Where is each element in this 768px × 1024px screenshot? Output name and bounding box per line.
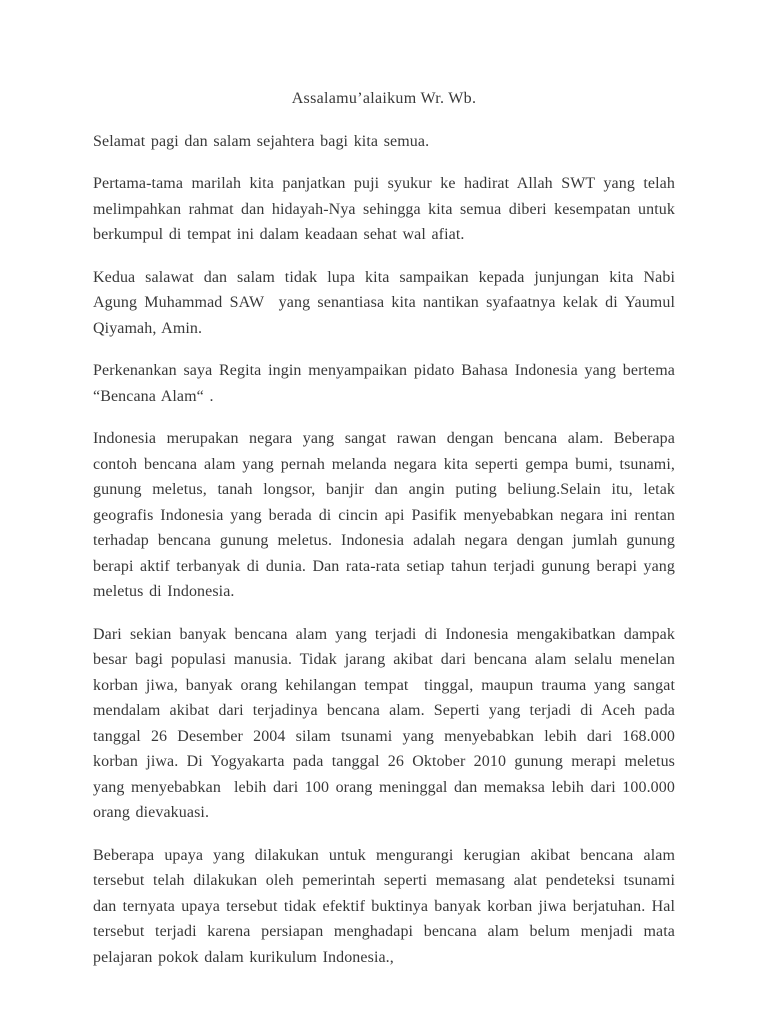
paragraph: Dari sekian banyak bencana alam yang terjadi di Indonesia mengakibatkan dampak besar bagi populasi manusia. Tidak jarang akibat dari bencana alam selalu menelan korban jiwa, banyak orang kehilangan tempat tinggal, maupun trauma yang sangat mendalam akibat dari terjadinya bencana alam. Seperti yang terjadi di Aceh pada tanggal 26 Desember 2004 silam tsunami yang menyebabkan lebih dari 168.000 korban jiwa. Di Yogyakarta pada tanggal 26 Oktober 2010 gunung merapi meletus yang menyebabkan lebih dari 100 orang meninggal dan memaksa lebih dari 100.000 orang dievakuasi. xyxy=(93,625,675,821)
paragraph: Beberapa upaya yang dilakukan untuk mengurangi kerugian akibat bencana alam tersebut telah dilakukan oleh pemerintah seperti memasang alat pendeteksi tsunami dan ternyata upaya tersebut tidak efektif buktinya banyak korban jiwa berjatuhan. Hal tersebut terjadi karena persiapan menghadapi bencana alam belum menjadi mata pelajaran pokok dalam kurikulum Indonesia., xyxy=(93,846,675,966)
paragraph: Pertama-tama marilah kita panjatkan puji syukur ke hadirat Allah SWT yang telah melimpahkan rahmat dan hidayah-Nya sehingga kita semua diberi kesempatan untuk berkumpul di tempat ini dalam keadaan sehat wal afiat. xyxy=(93,175,675,243)
paragraph: Perkenankan saya Regita ingin menyampaikan pidato Bahasa Indonesia yang bertema “Bencana Alam“ . xyxy=(93,362,675,405)
paragraph: Selamat pagi dan salam sejahtera bagi kita semua. xyxy=(93,132,430,150)
paragraph: Indonesia merupakan negara yang sangat rawan dengan bencana alam. Beberapa contoh bencana alam yang pernah melanda negara kita seperti gempa bumi, tsunami, gunung meletus, tanah longsor, banjir dan angin puting beliung.Selain itu, letak geografis Indonesia yang berada di cincin api Pasifik menyebabkan negara ini rentan terhadap bencana gunung meletus. Indonesia adalah negara dengan jumlah gunung berapi aktif terbanyak di dunia. Dan rata-rata setiap tahun terjadi gunung berapi yang meletus di Indonesia. xyxy=(93,430,675,600)
document-body xyxy=(93,129,675,971)
document-title: Assalamu’alaikum Wr. Wb. xyxy=(291,90,477,107)
paragraph: Kedua salawat dan salam tidak lupa kita sampaikan kepada junjungan kita Nabi Agung Muhammad SAW yang senantiasa kita nantikan syafaatnya kelak di Yaumul Qiyamah, Amin. xyxy=(93,268,675,337)
